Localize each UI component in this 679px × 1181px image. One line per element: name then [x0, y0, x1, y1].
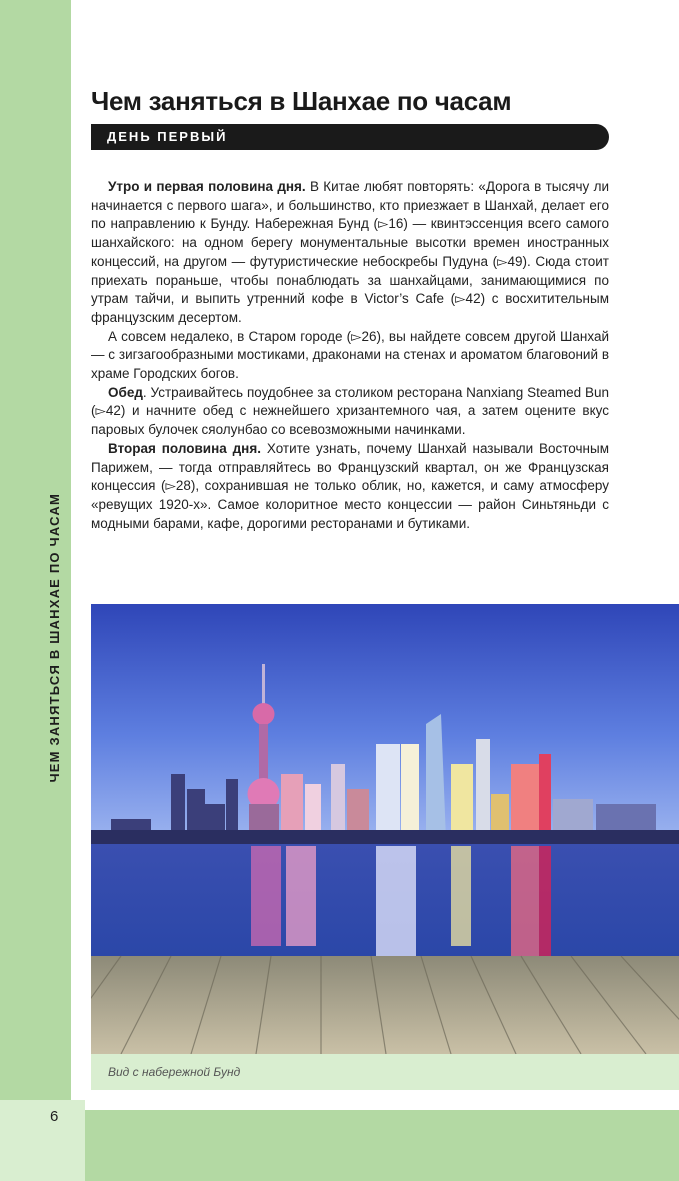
section-header-label: ДЕНЬ ПЕРВЫЙ	[107, 129, 228, 144]
paragraph-lead: Вторая половина дня.	[108, 440, 261, 456]
bund-skyline-photo	[91, 604, 679, 1054]
page-number: 6	[50, 1108, 59, 1125]
paragraph-text: А совсем недалеко, в Старом городе (▻26), вы найдете совсем другой Шанхай — с зигзагообразными мостиками, драконами на стенах и ароматом благовоний в храме Городских богов.	[91, 328, 609, 382]
paragraph-text: В Китае любят повторять: «Дорога в тысячу ли начинается с первого шага», и большинство, кто приезжает в Шанхай, делает его по направлению к Бунду. Набережная Бунд (▻16) — квинтэссенция всего самого шанхайского: на одном берегу монументальные высотки времен иностранных концессий, на другом — футуристические небоскребы Пудуна (▻49). Сюда стоит приехать пораньше, чтобы понаблюдать за шанхайцами, занимающимися по утрам тайчи, и выпить утренний кофе в Victor’s Cafe (▻42) с восхитительным французским десертом.	[91, 179, 610, 325]
paragraph-text: Хотите узнать, почему Шанхай называли Восточным Парижем, — тогда отправляйтесь во Французский квартал, он же Французская концессия (▻28), сохранившая не только облик, но, кажется, и саму атмосферу «ревущих 1920-х». Самое колоритное место концессии — район Синьтяньди с модными барами, кафе, дорогими ресторанами и бутиками.	[91, 440, 609, 531]
side-running-head: ЧЕМ ЗАНЯТЬСЯ В ШАНХАЕ ПО ЧАСАМ	[47, 493, 62, 783]
page-number-box	[0, 1100, 85, 1181]
page-title: Чем заняться в Шанхае по часам	[91, 86, 512, 116]
article-body	[91, 178, 609, 533]
paragraph	[91, 440, 609, 534]
paragraph	[91, 178, 609, 328]
paragraph-text: . Устраивайтесь поудобнее за столиком ресторана Nanxiang Steamed Bun (▻42) и начните обед с нежнейшего хризантемного чая, а затем оцените вкус паровых булочек сяолунбао со всевозможными начинками.	[91, 384, 609, 438]
paragraph-lead: Утро и первая половина дня.	[108, 179, 306, 194]
section-header	[91, 124, 609, 150]
bottom-band	[85, 1110, 679, 1181]
paragraph	[91, 384, 609, 440]
caption-text: Вид с набережной Бунд	[108, 1065, 241, 1079]
paragraph	[91, 328, 609, 384]
photo-caption	[91, 1054, 679, 1090]
paragraph-lead: Обед	[108, 384, 143, 400]
